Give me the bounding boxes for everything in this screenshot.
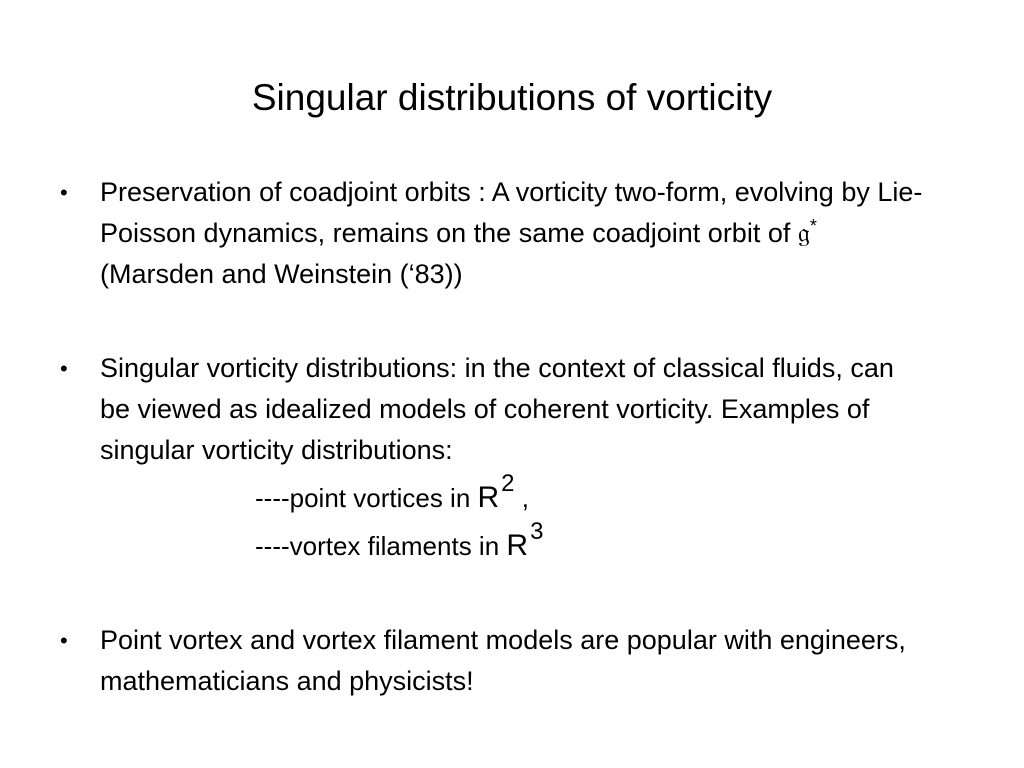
slide-title: Singular distributions of vorticity [251,77,773,118]
dual-superscript: * [809,216,817,236]
example-point-vortices [255,470,529,524]
bullet-text: Singular vorticity distributions: in the context of classical fluids, can be viewed as idealized models of coherent vorticity. Examples of singular vorticity distributions: [100,353,894,465]
example-vortex-filaments [255,518,544,572]
space-symbol: R [506,529,529,562]
bullet-coadjoint-orbits [100,172,930,295]
bullet-dot: • [60,628,68,653]
example-trail: , [514,483,529,513]
space-exponent: 2 [501,470,515,497]
lie-algebra-symbol: 𝔤 [797,218,810,249]
bullet-text: Point vortex and vortex filament models are popular with engineers, mathematicians and physicists! [100,625,906,696]
bullet-text: Preservation of coadjoint orbits : A vorticity two-form, evolving by Lie-Poisson dynamics, remains on the same coadjoint orbit of [100,177,923,248]
space-symbol: R [477,481,500,514]
bullet-dot: • [60,180,68,205]
bullet-citation: (Marsden and Weinstein (‘83)) [100,259,463,289]
space-exponent: 3 [530,518,544,545]
bullet-models-popular [100,620,930,702]
bullet-singular-vorticity [100,348,930,471]
example-text: ----point vortices in [255,483,478,513]
bullet-dot: • [60,356,68,381]
example-text: ----vortex filaments in [255,531,507,561]
